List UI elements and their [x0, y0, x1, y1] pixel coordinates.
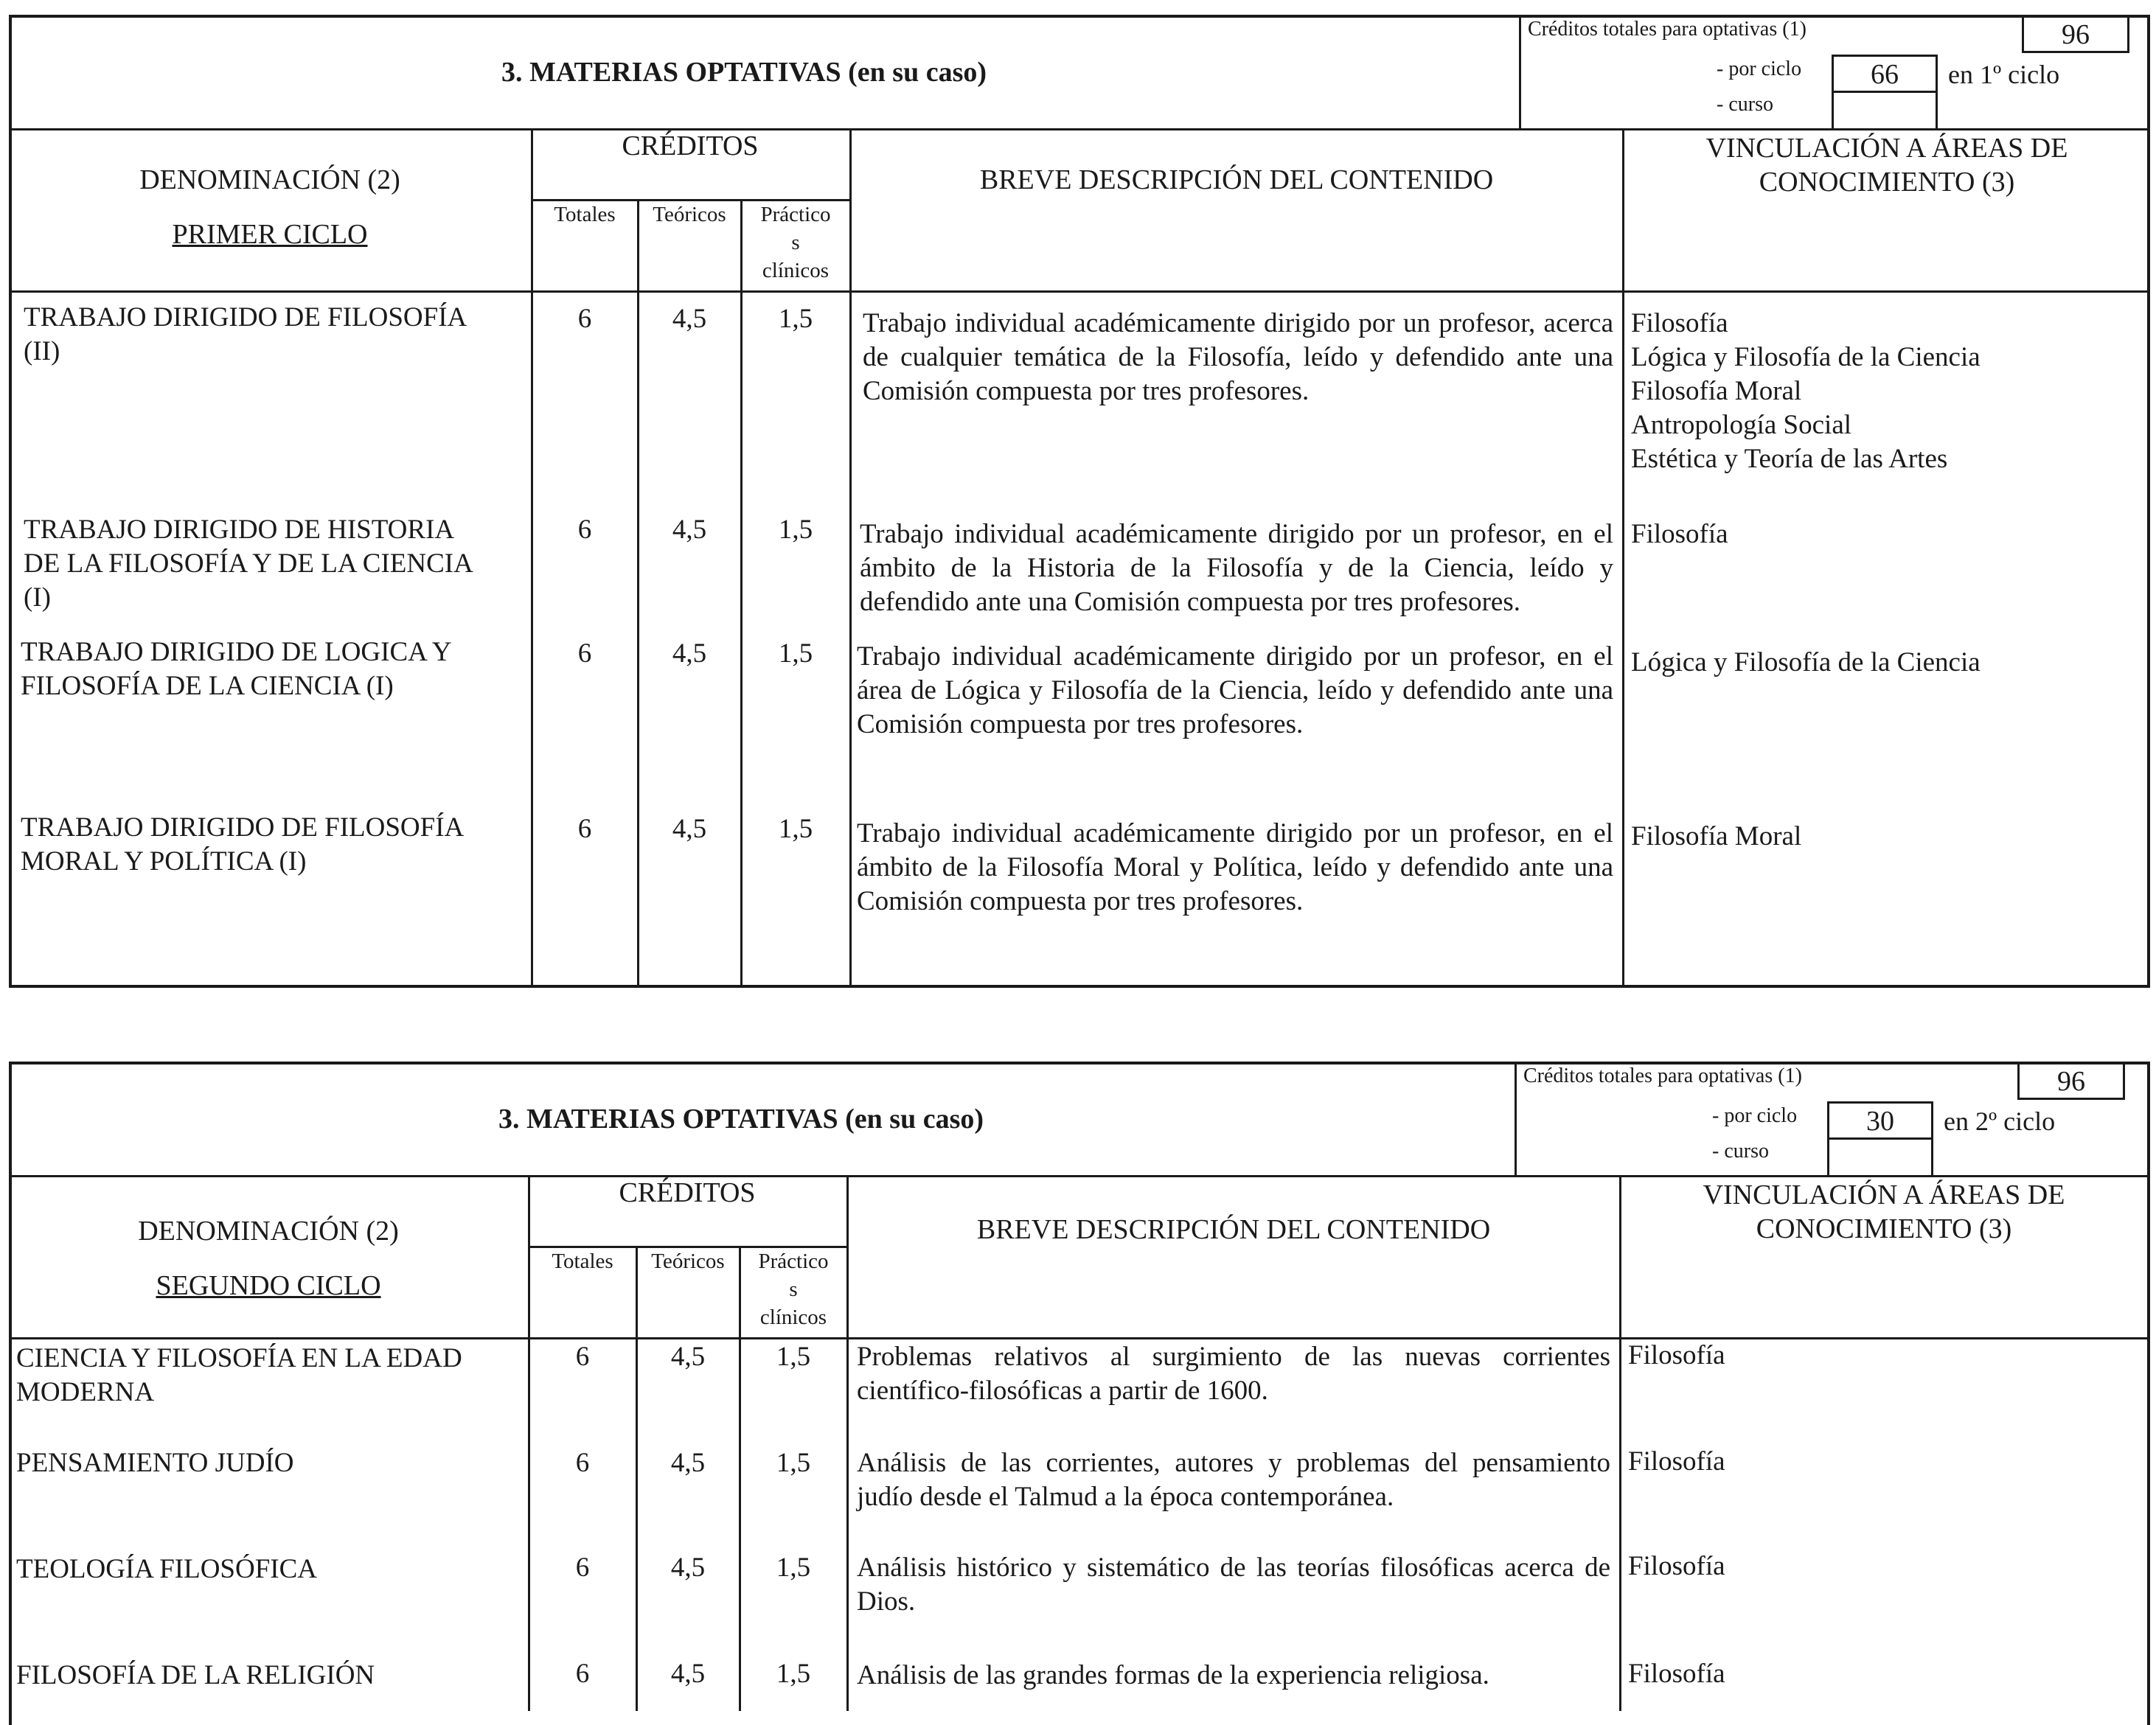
table-row-name: [21, 811, 526, 879]
col-line-4: [849, 128, 852, 988]
credits-box-divider: [1519, 15, 1521, 130]
description-text: Trabajo individual académicamente dirigido por un profesor, acerca de cualquier temática de la Filosofía, leído y defendido ante una Comisión compuesta por tres profesores.: [863, 308, 1613, 406]
practicos-value: 1,5: [776, 1448, 811, 1478]
practicos-header-line: s: [791, 231, 800, 254]
totales-value: 6: [577, 304, 592, 334]
creditos-header: CRÉDITOS: [619, 1177, 756, 1208]
teoricos-value: 4,5: [672, 304, 707, 334]
table-row-name: [16, 1552, 525, 1586]
practicos-header: [740, 1247, 846, 1331]
column-header-divider: [9, 290, 2150, 293]
vinculacion-header-line: CONOCIMIENTO (3): [1756, 1213, 2012, 1244]
cycle-header: PRIMER CICLO: [172, 219, 368, 250]
totales-value: 6: [575, 1659, 590, 1689]
area-item: Filosofía Moral: [1631, 376, 1802, 406]
section-title: 3. MATERIAS OPTATIVAS (en su caso): [501, 57, 987, 88]
practicos-header-line: clínicos: [759, 1306, 827, 1329]
practicos-header-line: Práctico: [760, 203, 831, 226]
credits-box-divider: [1515, 1062, 1517, 1177]
description-text: Trabajo individual académicamente dirigido por un profesor, en el área de Lógica y Filosofía de la Ciencia, leído y defendido ante una Comisión compuesta por tres profesores.: [857, 641, 1613, 739]
descripcion-header: BREVE DESCRIPCIÓN DEL CONTENIDO: [979, 164, 1494, 195]
cycle-text: en 2º ciclo: [1944, 1107, 2056, 1136]
header-divider: [9, 128, 2150, 130]
col-line-1: [531, 128, 533, 988]
col-line-4: [846, 1175, 849, 1711]
description-text: Análisis de las grandes formas de la experiencia religiosa.: [857, 1660, 1489, 1690]
area-item: Estética y Teoría de las Artes: [1631, 444, 1948, 474]
areas-list: [1631, 646, 2147, 680]
credits-total-value: 96: [2017, 1062, 2125, 1100]
teoricos-value: 4,5: [670, 1448, 706, 1478]
totales-value: 6: [577, 814, 592, 844]
teoricos-value: 4,5: [670, 1342, 706, 1372]
teoricos-value: 4,5: [670, 1552, 706, 1583]
cycle-header: SEGUNDO CICLO: [156, 1270, 381, 1301]
totales-value: 6: [577, 638, 592, 669]
table-row-name: [21, 635, 526, 703]
course-label: - curso: [1717, 93, 1773, 116]
practicos-header-line: clínicos: [762, 259, 830, 282]
practicos-value: 1,5: [778, 515, 813, 545]
area-item: Filosofía: [1628, 1659, 1725, 1689]
practicos-value: 1,5: [776, 1659, 811, 1689]
teoricos-header: Teóricos: [651, 1250, 725, 1273]
practicos-value: 1,5: [776, 1342, 811, 1372]
name-line: (II): [24, 336, 60, 366]
cycle-text: en 1º ciclo: [1948, 60, 2060, 89]
areas-list: [1628, 1550, 2144, 1583]
description-text: Problemas relativos al surgimiento de las nuevas corrientes científico-filosóficas a partir de 1600.: [857, 1342, 1610, 1406]
name-line: TRABAJO DIRIGIDO DE LOGICA Y: [21, 637, 452, 667]
denominacion-header: DENOMINACIÓN (2): [139, 164, 400, 195]
name-line: TRABAJO DIRIGIDO DE FILOSOFÍA: [24, 302, 467, 332]
vinculacion-header-line: VINCULACIÓN A ÁREAS DE: [1705, 133, 2068, 164]
denominacion-header: DENOMINACIÓN (2): [138, 1216, 399, 1247]
practicos-value: 1,5: [778, 638, 813, 669]
per-cycle-label: - por ciclo: [1712, 1104, 1798, 1127]
teoricos-value: 4,5: [672, 638, 707, 669]
table-row-name: [16, 1342, 525, 1409]
teoricos-value: 4,5: [672, 814, 707, 844]
area-item: Filosofía: [1628, 1446, 1725, 1477]
course-label: - curso: [1712, 1140, 1769, 1163]
totales-value: 6: [575, 1552, 590, 1583]
col-line-5: [1619, 1175, 1621, 1711]
vinculacion-header-line: VINCULACIÓN A ÁREAS DE: [1703, 1179, 2065, 1210]
per-cycle-value: 30: [1827, 1101, 1933, 1140]
name-line: FILOSOFÍA DE LA RELIGIÓN: [16, 1660, 375, 1690]
areas-list: [1628, 1445, 2144, 1479]
area-item: Filosofía: [1628, 1340, 1725, 1370]
practicos-value: 1,5: [776, 1552, 811, 1583]
description-text: Trabajo individual académicamente dirigido por un profesor, en el ámbito de la Historia de la Filosofía y de la Ciencia, leído y defendido ante una Comisión compuesta por tres profesores.: [860, 519, 1613, 617]
name-line: TRABAJO DIRIGIDO DE HISTORIA: [24, 515, 455, 545]
table-row-name: [24, 301, 525, 369]
area-item: Filosofía: [1631, 308, 1728, 338]
totales-header: Totales: [554, 203, 616, 226]
name-line: TEOLOGÍA FILOSÓFICA: [16, 1554, 318, 1584]
practicos-header-line: s: [789, 1278, 798, 1301]
areas-list: [1628, 1339, 2144, 1373]
area-item: Filosofía: [1631, 519, 1728, 549]
teoricos-header: Teóricos: [653, 203, 726, 226]
name-line: (I): [24, 582, 51, 613]
areas-list: [1631, 820, 2147, 854]
vinculacion-header-line: CONOCIMIENTO (3): [1759, 167, 2015, 198]
totales-value: 6: [575, 1342, 590, 1372]
totales-value: 6: [575, 1448, 590, 1478]
areas-list: [1631, 307, 2147, 476]
creditos-header: CRÉDITOS: [622, 130, 759, 161]
descripcion-header: BREVE DESCRIPCIÓN DEL CONTENIDO: [976, 1214, 1491, 1245]
totales-header: Totales: [552, 1250, 613, 1273]
areas-list: [1628, 1657, 2144, 1691]
course-value-box: [1827, 1140, 1933, 1177]
name-line: FILOSOFÍA DE LA CIENCIA (I): [21, 671, 394, 701]
col-line-5: [1622, 128, 1624, 988]
table-row-name: [16, 1446, 525, 1480]
per-cycle-value: 66: [1832, 55, 1938, 93]
section-title: 3. MATERIAS OPTATIVAS (en su caso): [498, 1104, 984, 1135]
description-text: Análisis de las corrientes, autores y problemas del pensamiento judío desde el Talmud a la época contemporánea.: [857, 1448, 1610, 1512]
name-line: DE LA FILOSOFÍA Y DE LA CIENCIA: [24, 548, 473, 579]
practicos-header-line: Práctico: [758, 1250, 829, 1273]
area-item: Filosofía Moral: [1631, 821, 1802, 851]
area-item: Antropología Social: [1631, 410, 1852, 440]
vinculacion-header: [1621, 1178, 2147, 1246]
credits-total-value: 96: [2022, 15, 2129, 53]
credits-total-label: Créditos totales para optativas (1): [1523, 1064, 1802, 1087]
area-item: Lógica y Filosofía de la Ciencia: [1631, 342, 1981, 372]
areas-list: [1631, 518, 2147, 551]
area-item: Filosofía: [1628, 1551, 1725, 1581]
table-row-name: [24, 513, 525, 615]
name-line: CIENCIA Y FILOSOFÍA EN LA EDAD: [16, 1343, 462, 1373]
course-value-box: [1832, 93, 1938, 130]
name-line: MODERNA: [16, 1377, 155, 1407]
practicos-value: 1,5: [778, 304, 813, 334]
teoricos-value: 4,5: [670, 1659, 706, 1689]
name-line: PENSAMIENTO JUDÍO: [16, 1448, 294, 1478]
description-text: Análisis histórico y sistemático de las teorías filosóficas acerca de Dios.: [857, 1552, 1610, 1617]
practicos-header: [742, 201, 849, 285]
name-line: MORAL Y POLÍTICA (I): [21, 846, 307, 877]
practicos-value: 1,5: [778, 814, 813, 844]
area-item: Lógica y Filosofía de la Ciencia: [1631, 647, 1981, 677]
name-line: TRABAJO DIRIGIDO DE FILOSOFÍA: [21, 812, 465, 843]
table-row-name: [16, 1659, 525, 1693]
credits-total-label: Créditos totales para optativas (1): [1528, 18, 1806, 41]
vinculacion-header: [1624, 131, 2150, 199]
teoricos-value: 4,5: [672, 515, 707, 545]
per-cycle-label: - por ciclo: [1717, 58, 1802, 80]
description-text: Trabajo individual académicamente dirigido por un profesor, en el ámbito de la Filosofía Moral y Política, leído y defendido ante una Comisión compuesta por tres profesores.: [857, 818, 1613, 916]
totales-value: 6: [577, 515, 592, 545]
